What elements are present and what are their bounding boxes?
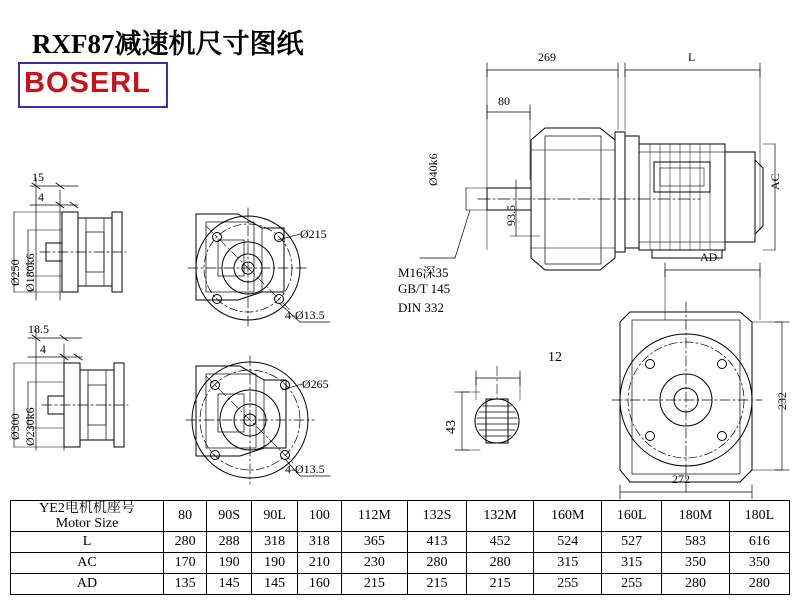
dim-lower-d265: Ø265 xyxy=(302,377,329,391)
table-header-line1: YE2电机机座号 xyxy=(39,501,135,516)
table-cell: 280 xyxy=(662,574,730,595)
dim-272: 272 xyxy=(672,472,690,486)
table-cell: 413 xyxy=(408,532,467,553)
table-cell: 315 xyxy=(534,553,602,574)
table-row xyxy=(11,574,790,595)
dim-269: 269 xyxy=(538,50,556,64)
table-cell: 230 xyxy=(341,553,408,574)
table-cell: 280 xyxy=(408,553,467,574)
table-cell: 280 xyxy=(466,553,534,574)
note-din332: DIN 332 xyxy=(398,300,444,315)
dim-L: L xyxy=(688,50,696,64)
table-cell: 350 xyxy=(662,553,730,574)
table-cell: 315 xyxy=(602,553,662,574)
table-cell: 145 xyxy=(207,574,252,595)
table-header-line2: Motor Size xyxy=(55,516,119,531)
table-cell: 215 xyxy=(341,574,408,595)
table-col-header: 132M xyxy=(466,501,534,532)
table-row-label: L xyxy=(11,532,164,553)
table-cell: 215 xyxy=(408,574,467,595)
table-cell: 170 xyxy=(164,553,207,574)
dim-left-upper-15: 15 xyxy=(32,170,44,184)
note-m16: M16深35 xyxy=(398,265,449,280)
table-col-header: 90S xyxy=(207,501,252,532)
note-gbt145: GB/T 145 xyxy=(398,281,451,296)
table-col-header: 80 xyxy=(164,501,207,532)
dim-upper-4xd13-5: 4-Ø13.5 xyxy=(285,308,325,322)
page-title: RXF87减速机尺寸图纸 xyxy=(32,29,304,59)
table-cell: 280 xyxy=(164,532,207,553)
table-cell: 365 xyxy=(341,532,408,553)
table-row xyxy=(11,553,790,574)
table-col-header: 100 xyxy=(298,501,341,532)
dim-AD: AD xyxy=(700,250,718,264)
view-key-section xyxy=(455,366,520,450)
table-cell: 452 xyxy=(466,532,534,553)
dim-left-upper-d250: Ø250 xyxy=(8,259,22,286)
table-col-header: 132S xyxy=(408,501,467,532)
dim-left-lower-d300: Ø300 xyxy=(8,413,22,440)
table-col-header: 180L xyxy=(729,501,789,532)
table-cell: 210 xyxy=(298,553,341,574)
table-cell: 280 xyxy=(729,574,789,595)
dim-upper-d215: Ø215 xyxy=(300,227,327,241)
table-cell: 255 xyxy=(534,574,602,595)
dim-left-upper-d180k6: Ø180k6 xyxy=(23,253,37,292)
table-cell: 215 xyxy=(466,574,534,595)
table-cell: 524 xyxy=(534,532,602,553)
table-row xyxy=(11,532,790,553)
dim-43: 43 xyxy=(444,420,459,434)
table-cell: 288 xyxy=(207,532,252,553)
table-cell: 160 xyxy=(298,574,341,595)
table-row-header-cell xyxy=(11,501,164,532)
table-cell: 350 xyxy=(729,553,789,574)
table-row-label: AD xyxy=(11,574,164,595)
brand-logo: BOSERL xyxy=(24,67,151,99)
dim-left-upper-4: 4 xyxy=(38,190,44,204)
specification-table xyxy=(10,500,790,595)
dim-80: 80 xyxy=(498,94,510,108)
table-header-row xyxy=(11,501,790,532)
view-gearbox-end xyxy=(612,263,789,499)
dim-left-lower-4: 4 xyxy=(40,342,46,356)
dim-93-5: 93.5 xyxy=(504,205,518,226)
table-cell: 190 xyxy=(207,553,252,574)
table-col-header: 160L xyxy=(602,501,662,532)
table-cell: 318 xyxy=(298,532,341,553)
table-cell: 583 xyxy=(662,532,730,553)
view-gearmotor-assembly xyxy=(420,63,775,270)
table-col-header: 112M xyxy=(341,501,408,532)
dim-d40k6: Ø40k6 xyxy=(426,153,440,186)
table-col-header: 180M xyxy=(662,501,730,532)
dim-lower-4xd13-5: 4-Ø13.5 xyxy=(285,462,325,476)
table-cell: 190 xyxy=(252,553,298,574)
table-cell: 135 xyxy=(164,574,207,595)
dim-AC: AC xyxy=(768,173,782,190)
table-cell: 616 xyxy=(729,532,789,553)
dim-left-lower-18-5: 18.5 xyxy=(28,322,49,336)
table-cell: 318 xyxy=(252,532,298,553)
dim-left-lower-d230k6: Ø230k6 xyxy=(23,407,37,446)
dim-232: 232 xyxy=(775,392,789,410)
table-col-header: 160M xyxy=(534,501,602,532)
table-cell: 145 xyxy=(252,574,298,595)
table-cell: 255 xyxy=(602,574,662,595)
table-row-label: AC xyxy=(11,553,164,574)
table-cell: 527 xyxy=(602,532,662,553)
dim-12: 12 xyxy=(548,350,562,365)
table-col-header: 90L xyxy=(252,501,298,532)
